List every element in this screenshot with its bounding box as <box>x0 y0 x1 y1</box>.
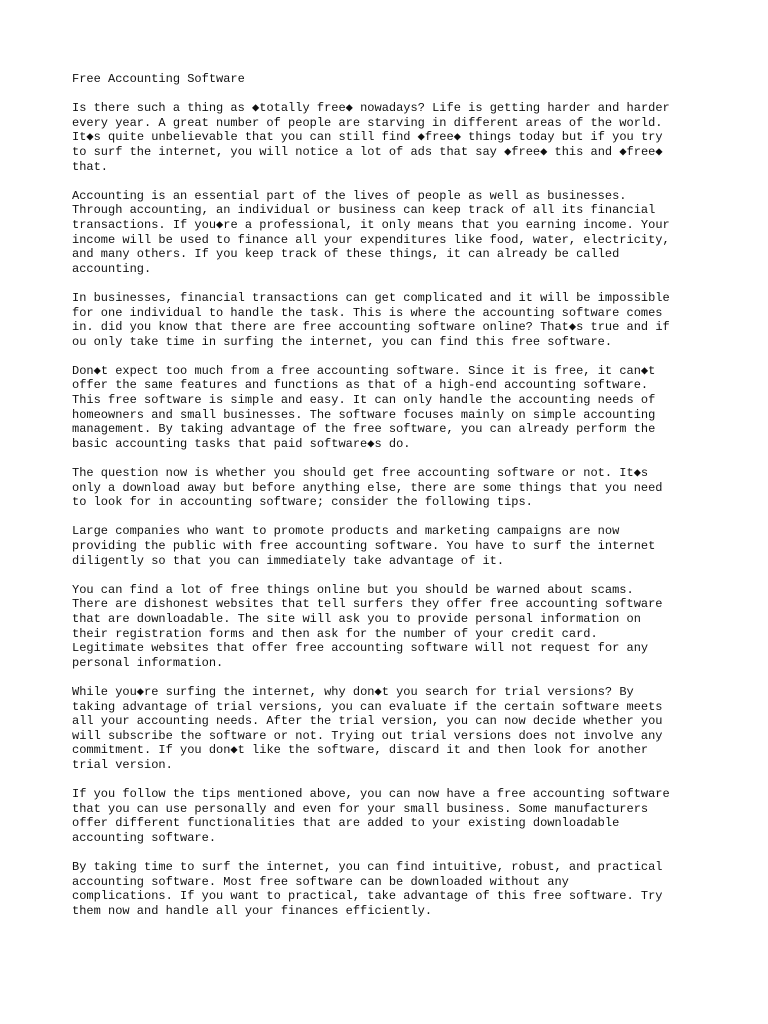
paragraph <box>72 291 712 349</box>
paragraph <box>72 685 712 773</box>
text-line: every year. A great number of people are starving in different areas of the world. <box>72 115 663 130</box>
text-line: trial version. <box>72 757 173 772</box>
text-line: In businesses, financial transactions can get complicated and it will be impossible <box>72 290 670 305</box>
text-line: that you can use personally and even for your small business. Some manufacturers <box>72 801 649 816</box>
text-line: commitment. If you don◆t like the software, discard it and then look for another <box>72 743 649 758</box>
document-body <box>72 101 712 918</box>
text-line: in. did you know that there are free accounting software online? That◆s true and if <box>72 320 670 335</box>
text-line: Through accounting, an individual or business can keep track of all its financial <box>72 203 656 218</box>
text-line: ou only take time in surfing the internet, you can find this free software. <box>72 334 613 349</box>
document-title: Free Accounting Software <box>72 72 245 86</box>
text-line: Legitimate websites that offer free accounting software will not request for any <box>72 641 649 656</box>
text-line: taking advantage of trial versions, you can evaluate if the certain software meets <box>72 699 663 714</box>
text-line: Don◆t expect too much from a free accounting software. Since it is free, it can◆t <box>72 363 656 378</box>
text-line: offer the same features and functions as that of a high-end accounting software. <box>72 378 649 393</box>
text-line: their registration forms and then ask for the number of your credit card. <box>72 626 598 641</box>
text-line: to look for in accounting software; consider the following tips. <box>72 495 533 510</box>
text-line: It◆s quite unbelievable that you can still find ◆free◆ things today but if you try <box>72 130 663 145</box>
text-line: for one individual to handle the task. This is where the accounting software comes <box>72 305 663 320</box>
paragraph <box>72 860 712 918</box>
text-line: to surf the internet, you will notice a lot of ads that say ◆free◆ this and ◆free◆ <box>72 144 663 159</box>
text-line: diligently so that you can immediately take advantage of it. <box>72 553 505 568</box>
text-line: This free software is simple and easy. It can only handle the accounting needs of <box>72 393 656 408</box>
text-line: basic accounting tasks that paid software◆s do. <box>72 436 411 451</box>
paragraph <box>72 101 712 174</box>
document-page <box>72 72 712 933</box>
text-line: and many others. If you keep track of these things, it can already be called <box>72 247 620 262</box>
text-line: that are downloadable. The site will ask you to provide personal information on <box>72 611 641 626</box>
paragraph <box>72 189 712 277</box>
text-line: Large companies who want to promote products and marketing campaigns are now <box>72 524 620 539</box>
text-line: There are dishonest websites that tell surfers they offer free accounting software <box>72 597 663 612</box>
paragraph <box>72 524 712 568</box>
paragraph <box>72 466 712 510</box>
text-line: only a download away but before anything else, there are some things that you need <box>72 480 663 495</box>
text-line: will subscribe the software or not. Trying out trial versions does not involve any <box>72 728 663 743</box>
paragraph <box>72 583 712 671</box>
text-line: that. <box>72 159 109 174</box>
text-line: If you follow the tips mentioned above, you can now have a free accounting software <box>72 787 670 802</box>
text-line: While you◆re surfing the internet, why don◆t you search for trial versions? By <box>72 684 634 699</box>
text-line: them now and handle all your finances efficiently. <box>72 903 433 918</box>
text-line: management. By taking advantage of the free software, you can already perform the <box>72 422 656 437</box>
text-line: transactions. If you◆re a professional, it only means that you earning income. Your <box>72 217 670 232</box>
text-line: The question now is whether you should get free accounting software or not. It◆s <box>72 466 649 481</box>
text-line: accounting. <box>72 261 152 276</box>
paragraph <box>72 787 712 845</box>
text-line: complications. If you want to practical, take advantage of this free software. Try <box>72 889 663 904</box>
text-line: Accounting is an essential part of the lives of people as well as businesses. <box>72 188 627 203</box>
text-line: providing the public with free accounting software. You have to surf the internet <box>72 539 656 553</box>
text-line: offer different functionalities that are added to your existing downloadable <box>72 816 620 831</box>
paragraph <box>72 364 712 452</box>
text-line: accounting software. Most free software can be downloaded without any <box>72 874 569 889</box>
text-line: By taking time to surf the internet, you can find intuitive, robust, and practical <box>72 860 663 875</box>
text-line: all your accounting needs. After the trial version, you can now decide whether you <box>72 714 663 729</box>
text-line: homeowners and small businesses. The software focuses mainly on simple accounting <box>72 407 656 422</box>
text-line: personal information. <box>72 655 224 670</box>
text-line: You can find a lot of free things online but you should be warned about scams. <box>72 582 634 597</box>
text-line: accounting software. <box>72 830 217 845</box>
text-line: income will be used to finance all your expenditures like food, water, electricity, <box>72 232 670 247</box>
text-line: Is there such a thing as ◆totally free◆ nowadays? Life is getting harder and harder <box>72 101 670 116</box>
